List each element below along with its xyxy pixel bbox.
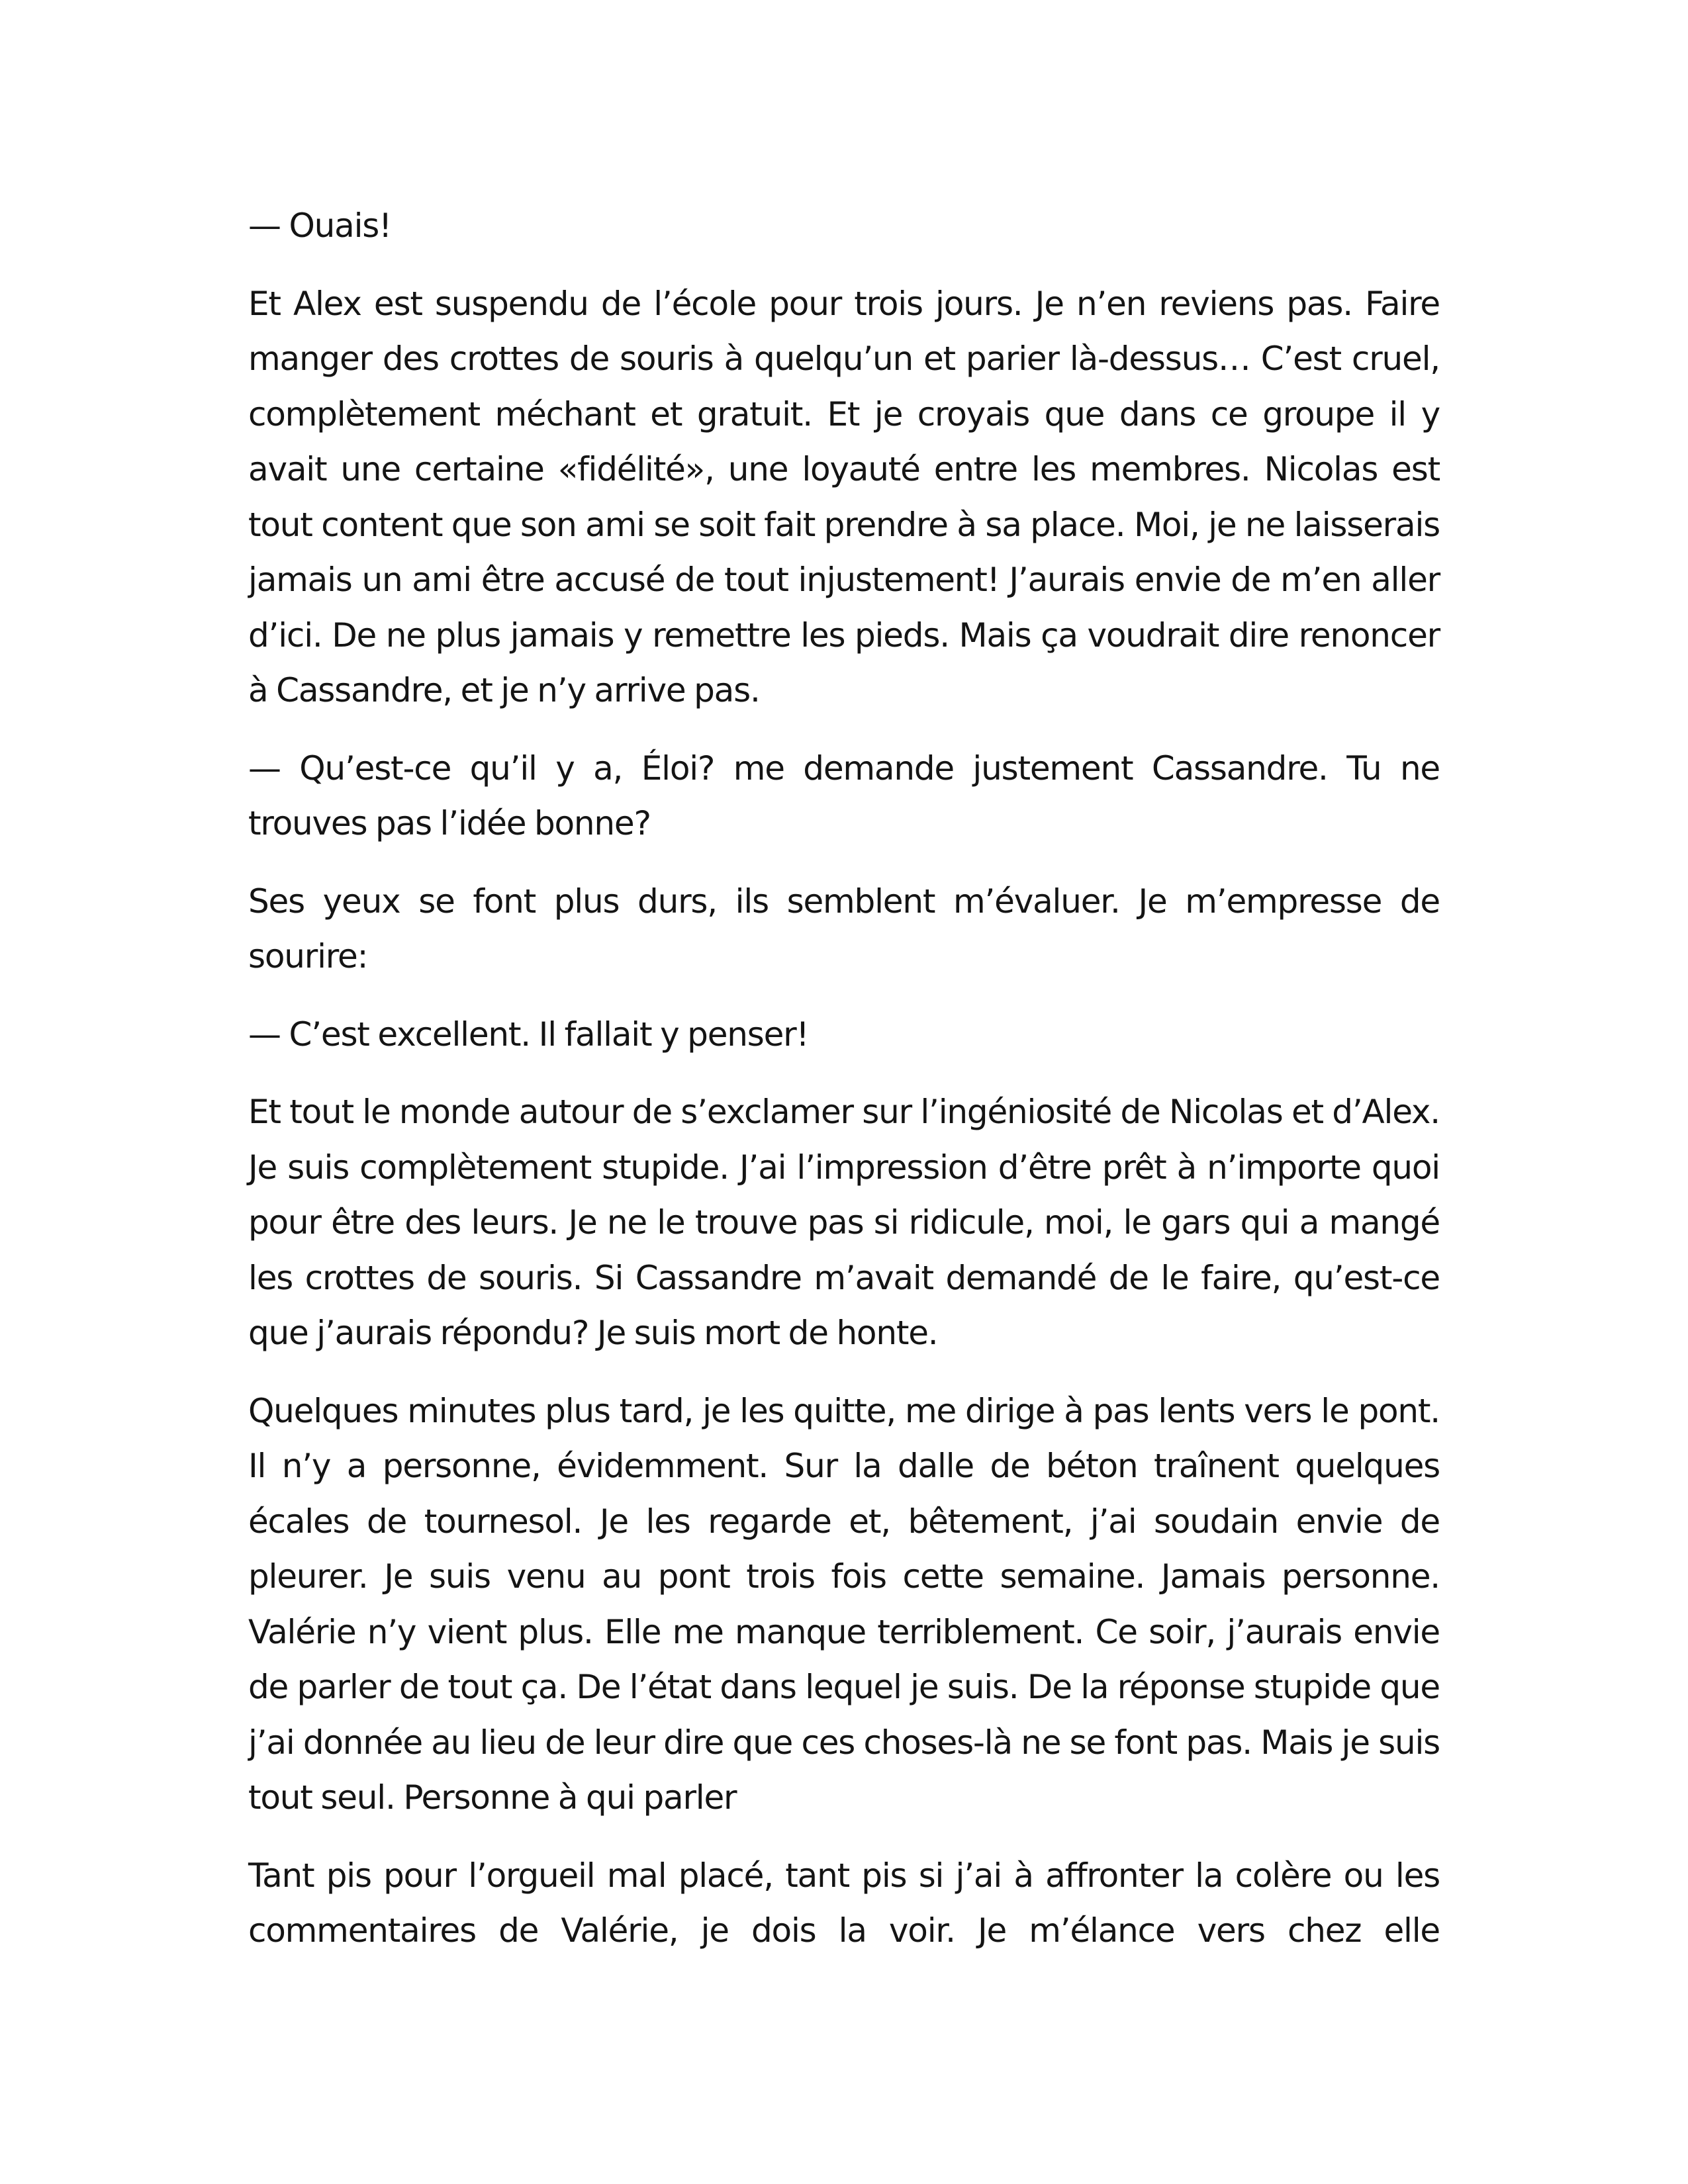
paragraph: Ses yeux se font plus durs, ils semblent m’évaluer. Je m’empresse de sourire: [248,882,1440,976]
body-text [248,199,1440,1959]
dialogue-line: — C’est excellent. Il fallait y penser! [248,1015,809,1054]
paragraph: Et tout le monde autour de s’exclamer sur l’ingéniosité de Nicolas et d’Alex. Je suis complètement stupide. J’ai l’impression d’être prêt à n’importe quoi pour être des leurs. Je ne le trouve pas si ridicule, moi, le gars qui a mangé les crottes de souris. Si Cassandre m’avait demandé de le faire, qu’est-ce que j’aurais répondu? Je suis mort de honte. [248,1093,1440,1352]
paragraph: Tant pis pour l’orgueil mal placé, tant pis si j’ai à affronter la colère ou les commentaires de Valérie, je dois la voir. Je m’élance vers chez elle [248,1856,1440,1950]
dialogue-line: — Ouais! [248,206,391,245]
dialogue-line: — Qu’est-ce qu’il y a, Éloi? me demande justement Cassandre. Tu ne trouves pas l’idée bonne? [248,749,1440,842]
paragraph: Quelques minutes plus tard, je les quitte, me dirige à pas lents vers le pont. Il n’y a personne, évidemment. Sur la dalle de béton traînent quelques écales de tournesol. Je les regarde et, bêtement, j’ai soudain envie de pleurer. Je suis venu au pont trois fois cette semaine. Jamais personne. Valérie n’y vient plus. Elle me manque terriblement. Ce soir, j’aurais envie de parler de tout ça. De l’état dans lequel je suis. De la réponse stupide que j’ai donnée au lieu de leur dire que ces choses-là ne se font pas. Mais je suis tout seul. Personne à qui parler [248,1391,1440,1817]
paragraph: Et Alex est suspendu de l’école pour trois jours. Je n’en reviens pas. Faire manger des crottes de souris à quelqu’un et parier là-dessus… C’est cruel, complètement méchant et gratuit. Et je croyais que dans ce groupe il y avait une certaine «fidélité», une loyauté entre les membres. Nicolas est tout content que son ami se soit fait prendre à sa place. Moi, je ne laisserais jamais un ami être accusé de tout injustement! J’aurais envie de m’en aller d’ici. De ne plus jamais y remettre les pieds. Mais ça voudrait dire renoncer à Cassandre, et je n’y arrive pas. [248,284,1440,709]
